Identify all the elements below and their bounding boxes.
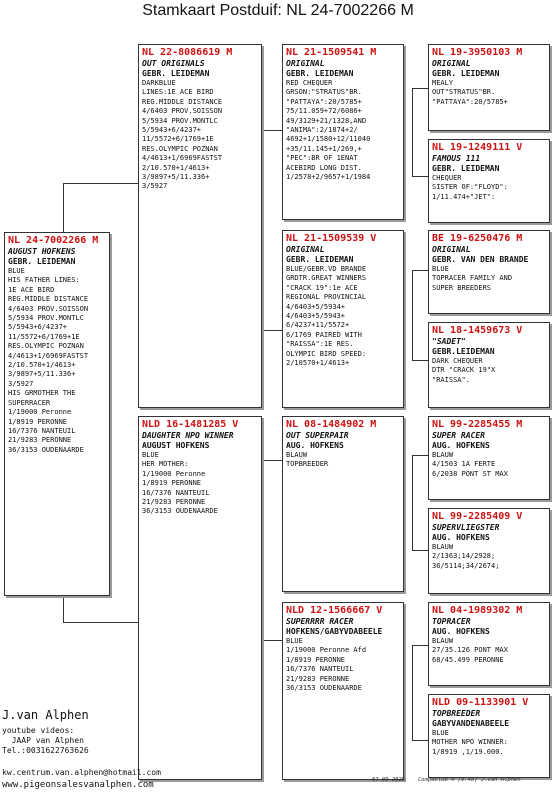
connector xyxy=(412,270,413,360)
detail-line: LINES:1E ACE BIRD xyxy=(142,88,214,97)
detail-line: TOPBREEDER xyxy=(286,460,329,469)
pigeon-name: TOPBREEDER xyxy=(432,709,481,718)
detail-line: "RAISSA":1E RES. xyxy=(286,340,354,349)
detail-line: 1E ACE BIRD xyxy=(8,285,55,294)
detail-line: DARK CHEQUER xyxy=(432,357,483,365)
detail-line: 4/4613+1/6969FASTST xyxy=(8,351,89,360)
pigeon-card-mother[interactable] xyxy=(138,416,262,780)
pigeon-card-father[interactable] xyxy=(138,44,262,408)
pigeon-name: AUGUST HOFKENS xyxy=(8,247,76,256)
connector xyxy=(260,640,282,641)
detail-line: HIS FATHER LINES: xyxy=(8,276,80,285)
pigeon-card-mm[interactable] xyxy=(282,602,404,780)
detail-line: BLUE xyxy=(142,451,159,459)
pigeon-card-fmf[interactable] xyxy=(428,230,550,314)
detail-line: 2/1363;14/2928; xyxy=(432,552,496,561)
ring-number: NL 21-1509539 V xyxy=(286,233,377,244)
print-date: 07-09-2025 xyxy=(372,777,406,783)
detail-line: HIS GRMOTHER THE xyxy=(8,389,76,398)
detail-line: 5/5943+6/4237+ xyxy=(142,126,202,135)
detail-line: 4/6403+5/5943+ xyxy=(286,312,346,321)
connector xyxy=(260,460,282,461)
ring-number: NL 99-2285409 V xyxy=(432,511,523,522)
detail-line: 16/7376 NANTEUIL xyxy=(8,426,76,435)
detail-line: 1/8919 PERONNE xyxy=(8,417,68,426)
detail-line: 6/1769 PAIRED WITH xyxy=(286,330,362,339)
detail-line: 4/6403+5/5934+ xyxy=(286,302,346,311)
pigeon-card-mmm[interactable] xyxy=(428,694,550,778)
detail-line: BLAUW xyxy=(432,637,454,645)
pigeon-name: ORIGINAL xyxy=(286,59,325,68)
owner-name: AUGUST HOFKENS xyxy=(142,441,210,450)
pigeon-details xyxy=(8,267,106,455)
pigeon-details xyxy=(142,79,258,192)
connector xyxy=(412,550,428,551)
ring-number: NLD 09-1133901 V xyxy=(432,697,529,708)
detail-line: CHEQUER xyxy=(432,174,462,182)
website-link[interactable]: www.pigeonsalesvanalphen.com xyxy=(2,780,154,790)
detail-line: "CRACK 19":1e ACE xyxy=(286,283,358,292)
pigeon-card-mfm[interactable] xyxy=(428,508,550,594)
ring-number: NL 19-3950103 M xyxy=(432,47,523,58)
detail-line: OUT"STRATUS"BR. xyxy=(432,88,496,97)
detail-line: MOTHER NPO WINNER: xyxy=(432,738,508,747)
pigeon-card-mmf[interactable] xyxy=(428,602,550,686)
detail-line: GRDTR.GREAT WINNERS xyxy=(286,274,367,283)
detail-line: 3/5927 xyxy=(142,182,168,191)
detail-line: 6/2038 PONT ST MAX xyxy=(432,469,508,478)
pigeon-name: "SADET" xyxy=(432,337,466,346)
detail-line: RES.OLYMPIC POZNAN xyxy=(142,144,218,153)
detail-line: 2/10570+1/4613+ xyxy=(286,359,350,368)
owner-name: AUG. HOFKENS xyxy=(432,533,490,542)
detail-line: 75/11.059+72/6086+ xyxy=(286,107,362,116)
connector xyxy=(412,176,428,177)
detail-line: 16/7376 NANTEUIL xyxy=(286,665,354,674)
pigeon-details xyxy=(286,265,400,368)
connector xyxy=(412,360,428,361)
detail-line: BLUE xyxy=(432,265,449,273)
owner-name: GEBR. LEIDEMAN xyxy=(286,69,354,78)
detail-line: 1/19000 Peronne xyxy=(8,408,72,417)
detail-line: 1/8919 ,1/19.000. xyxy=(432,747,504,756)
pigeon-details xyxy=(286,451,400,470)
owner-name: AUG. HOFKENS xyxy=(432,627,490,636)
detail-line: 68/45.499 PERONNE xyxy=(432,655,504,664)
ring-number: NLD 12-1566667 V xyxy=(286,605,383,616)
detail-line: BLAUW xyxy=(432,543,454,551)
detail-line: REG.MIDDLE DISTANCE xyxy=(8,295,89,304)
detail-line: DARKBLUE xyxy=(142,79,176,87)
pigeon-name: FAMOUS 111 xyxy=(432,154,481,163)
pigeon-card-mff[interactable] xyxy=(428,416,550,500)
detail-line: 36/5114;34/2674; xyxy=(432,561,500,570)
connector xyxy=(260,130,282,131)
detail-line: 21/9283 PERONNE xyxy=(142,498,206,507)
detail-line: BLAUW xyxy=(432,451,454,459)
breeder-name: J.van Alphen xyxy=(2,708,89,722)
detail-line: REG.MIDDLE DISTANCE xyxy=(142,97,223,106)
ring-number: NL 21-1509541 M xyxy=(286,47,377,58)
detail-line: BLAUW xyxy=(286,451,308,459)
pigeon-card-fmm[interactable] xyxy=(428,322,550,408)
pigeon-details xyxy=(142,451,258,517)
ring-number: NL 04-1989302 M xyxy=(432,605,523,616)
ring-number: NL 18-1459673 V xyxy=(432,325,523,336)
detail-line: 3/9897+5/11.336+ xyxy=(8,370,76,379)
detail-line: 2/10.570+1/4613+ xyxy=(142,163,210,172)
detail-line: 11/5572+6/1769+1E xyxy=(142,135,214,144)
detail-line: BLUE xyxy=(286,637,303,645)
detail-line: 4/6403 PROV.SOISSON xyxy=(8,304,89,313)
detail-line: 5/5934 PROV.MONTLC xyxy=(8,314,84,323)
email-link[interactable]: kw.centrum.van.alphen@hotmail.com xyxy=(2,768,161,777)
detail-line: 3/5927 xyxy=(8,379,34,388)
detail-line: GRSON:"STRATUS"BR. xyxy=(286,88,362,97)
detail-line: 1/8919 PERONNE xyxy=(286,655,346,664)
detail-line: 36/3153 OUDENAARDE xyxy=(142,507,218,516)
detail-line: TOPRACER FAMILY AND xyxy=(432,274,513,283)
owner-name: AUG. HOFKENS xyxy=(432,441,490,450)
page-title: Stamkaart Postduif: NL 24-7002266 M xyxy=(142,2,414,19)
pigeon-name: SUPERVLIEGSTER xyxy=(432,523,500,532)
owner-name: AUG. HOFKENS xyxy=(286,441,344,450)
detail-line: RES.OLYMPIC POZNAN xyxy=(8,342,84,351)
pigeon-name: OUT SUPERPAIR xyxy=(286,431,349,440)
detail-line: OLYMPIC BIRD SPEED: xyxy=(286,349,367,358)
software-credit: Compuclub ® [9.48] J.van Alphen xyxy=(418,777,521,783)
detail-line: HER MOTHER: xyxy=(142,460,189,469)
pigeon-card-fff[interactable] xyxy=(428,44,550,131)
pigeon-name: ORIGINAL xyxy=(286,245,325,254)
detail-line: +35/11.145+1/269,+ xyxy=(286,144,362,153)
pigeon-name: SUPERRRR RACER xyxy=(286,617,354,626)
connector xyxy=(63,183,138,184)
detail-line: 2/10.570+1/4613+ xyxy=(8,361,76,370)
owner-name: GEBR. LEIDEMAN xyxy=(286,255,354,264)
detail-line: 1/19000 Peronne xyxy=(142,469,206,478)
connector xyxy=(412,645,428,646)
pigeon-card-fm[interactable] xyxy=(282,230,404,408)
detail-line: 1/8919 PERONNE xyxy=(142,479,202,488)
detail-line: 1/11.474+"JET": xyxy=(432,192,496,201)
pigeon-name: OUT ORIGINALS xyxy=(142,59,205,68)
connector xyxy=(63,622,138,623)
connector xyxy=(412,270,428,271)
connector xyxy=(412,88,413,176)
detail-line: DTR "CRACK 19"X xyxy=(432,366,496,375)
detail-line: 27/35.126 PONT MAX xyxy=(432,646,508,655)
connector xyxy=(412,740,428,741)
detail-line: 4/4613+1/6969FASTST xyxy=(142,154,223,163)
ring-number: NL 19-1249111 V xyxy=(432,142,523,153)
owner-name: GEBR. LEIDEMAN xyxy=(432,69,500,78)
detail-line: "RAISSA". xyxy=(432,375,470,384)
detail-line: 21/9283 PERONNE xyxy=(8,436,72,445)
detail-line: BLUE xyxy=(432,729,449,737)
ring-number: NL 22-8086619 M xyxy=(142,47,233,58)
pigeon-name: DAUGHTER NPO WINNER xyxy=(142,431,234,440)
detail-line: REGIONAL PROVINCIAL xyxy=(286,293,367,302)
detail-line: 11/5572+6/1769+1E xyxy=(8,332,80,341)
detail-line: SUPER BREEDERS xyxy=(432,283,492,292)
pigeon-name: ORIGINAL xyxy=(432,59,471,68)
pigeon-card-ff[interactable] xyxy=(282,44,404,220)
detail-line: SUPERRACER xyxy=(8,398,51,407)
connector xyxy=(63,595,64,622)
detail-line: 1/19000 Peronne Afd xyxy=(286,646,367,655)
detail-line: 5/5943+6/4237+ xyxy=(8,323,68,332)
detail-line: 49/3129+21/1328,AND xyxy=(286,116,367,125)
detail-line: "PATTAYA":20/5785+ xyxy=(286,97,362,106)
detail-line: 36/3153 OUDENAARDE xyxy=(286,684,362,693)
connector xyxy=(412,88,428,89)
detail-line: 16/7376 NANTEUIL xyxy=(142,488,210,497)
detail-line: BLUE/GEBR.VD BRANDE xyxy=(286,265,367,273)
detail-line: 4/1503 1A FERTE xyxy=(432,460,496,469)
pigeon-name: TOPRACER xyxy=(432,617,471,626)
detail-line: "PEC":BR OF 1ENAT xyxy=(286,154,358,163)
detail-line: 4692+1/1580+12/11040 xyxy=(286,135,371,144)
detail-line: 36/3153 OUDENAARDE xyxy=(8,445,84,454)
detail-line: "PATTAYA":20/5785+ xyxy=(432,97,508,106)
detail-line: 5/5934 PROV.MONTLC xyxy=(142,116,218,125)
detail-line: 3/9897+5/11.336+ xyxy=(142,173,210,182)
breeder-info-line: youtube videos: xyxy=(2,726,75,735)
pigeon-card-ffm[interactable] xyxy=(428,139,550,223)
connector xyxy=(63,183,64,233)
owner-name: GEBR. VAN DEN BRANDE xyxy=(432,255,529,264)
ring-number: BE 19-6250476 M xyxy=(432,233,523,244)
pigeon-name: ORIGINAL xyxy=(432,245,471,254)
pigeon-card-mf[interactable] xyxy=(282,416,404,592)
connector xyxy=(260,330,282,331)
pigeon-card-subject[interactable] xyxy=(4,232,110,596)
breeder-info-line: JAAP van Alphen xyxy=(2,736,84,745)
detail-line: RED CHEQUER xyxy=(286,79,333,87)
detail-line: ACEBIRD LONG DIST. xyxy=(286,163,362,172)
detail-line: 6/4237+11/5572+ xyxy=(286,321,350,330)
ring-number: NL 24-7002266 M xyxy=(8,235,99,246)
breeder-phone: Tel.:0031622763626 xyxy=(2,746,89,755)
ring-number: NL 08-1484902 M xyxy=(286,419,377,430)
connector xyxy=(412,455,428,456)
ring-number: NL 99-2285455 M xyxy=(432,419,523,430)
detail-line: 4/6403 PROV.SOISSON xyxy=(142,107,223,116)
owner-name: GABYVANDENABEELE xyxy=(432,719,510,728)
detail-line: 1/2578+2/9657+1/1984 xyxy=(286,173,371,182)
ring-number: NLD 16-1481285 V xyxy=(142,419,239,430)
owner-name: GEBR. LEIDEMAN xyxy=(432,164,500,173)
pigeon-details xyxy=(286,79,400,182)
owner-name: GEBR. LEIDEMAN xyxy=(142,69,210,78)
owner-name: GEBR. LEIDEMAN xyxy=(8,257,76,266)
pigeon-name: SUPER RACER xyxy=(432,431,485,440)
detail-line: BLUE xyxy=(8,267,25,275)
detail-line: SISTER OF:"FLOYD": xyxy=(432,183,508,192)
owner-name: GEBR.LEIDEMAN xyxy=(432,347,495,356)
detail-line: MEALY xyxy=(432,79,454,87)
detail-line: 21/9283 PERONNE xyxy=(286,674,350,683)
connector xyxy=(412,455,413,550)
connector xyxy=(412,645,413,740)
pigeon-details xyxy=(286,637,400,693)
detail-line: "ANIMA":2/1874+2/ xyxy=(286,126,358,135)
owner-name: HOFKENS/GABYVDABEELE xyxy=(286,627,383,636)
